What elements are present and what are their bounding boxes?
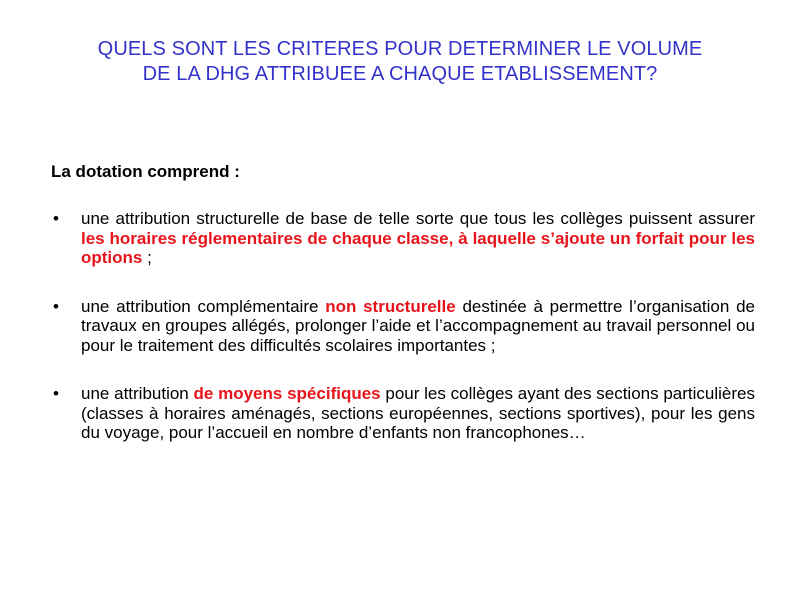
bullet-highlight: de moyens spécifiques: [193, 384, 381, 403]
bullet-highlight: non structurelle: [325, 296, 456, 316]
bullet-item-specific-means: [51, 384, 755, 443]
slide-title: [40, 37, 760, 87]
bullet-highlight: les horaires réglementaires de chaque classe, à laquelle s’ajoute un forfait pour les options: [81, 228, 755, 267]
bullet-icon: •: [53, 209, 59, 228]
bullet-text-after: ;: [142, 248, 152, 267]
bullet-text-before: une attribution structurelle de base de telle sorte que tous les collèges puissent assurer: [81, 209, 755, 228]
bullet-list: [51, 209, 755, 443]
intro-heading: La dotation comprend :: [51, 162, 240, 181]
bullet-icon: •: [53, 296, 59, 316]
slide-title-line-1: QUELS SONT LES CRITERES POUR DETERMINER LE VOLUME: [97, 38, 703, 60]
bullet-item-structural: [51, 209, 755, 268]
bullet-item-non-structural: [51, 297, 755, 356]
bullet-text-before: une attribution complémentaire: [81, 296, 326, 316]
bullet-text-after: pour les collèges ayant des sections particulières (classes à horaires aménagés, sections européennes, sections sportives), pour les gens du voyage, pour l’accueil en nombre d’enfants non francophones…: [81, 384, 755, 442]
bullet-text-after: destinée à permettre l’organisation de travaux en groupes allégés, prolonger l’aide et l’accompagnement au travail personnel ou pour le traitement des difficultés scolaires importantes ;: [81, 296, 755, 355]
bullet-text-before: une attribution: [81, 384, 194, 403]
slide-title-line-2: DE LA DHG ATTRIBUEE A CHAQUE ETABLISSEMENT?: [142, 63, 658, 85]
bullet-icon: •: [53, 384, 59, 403]
